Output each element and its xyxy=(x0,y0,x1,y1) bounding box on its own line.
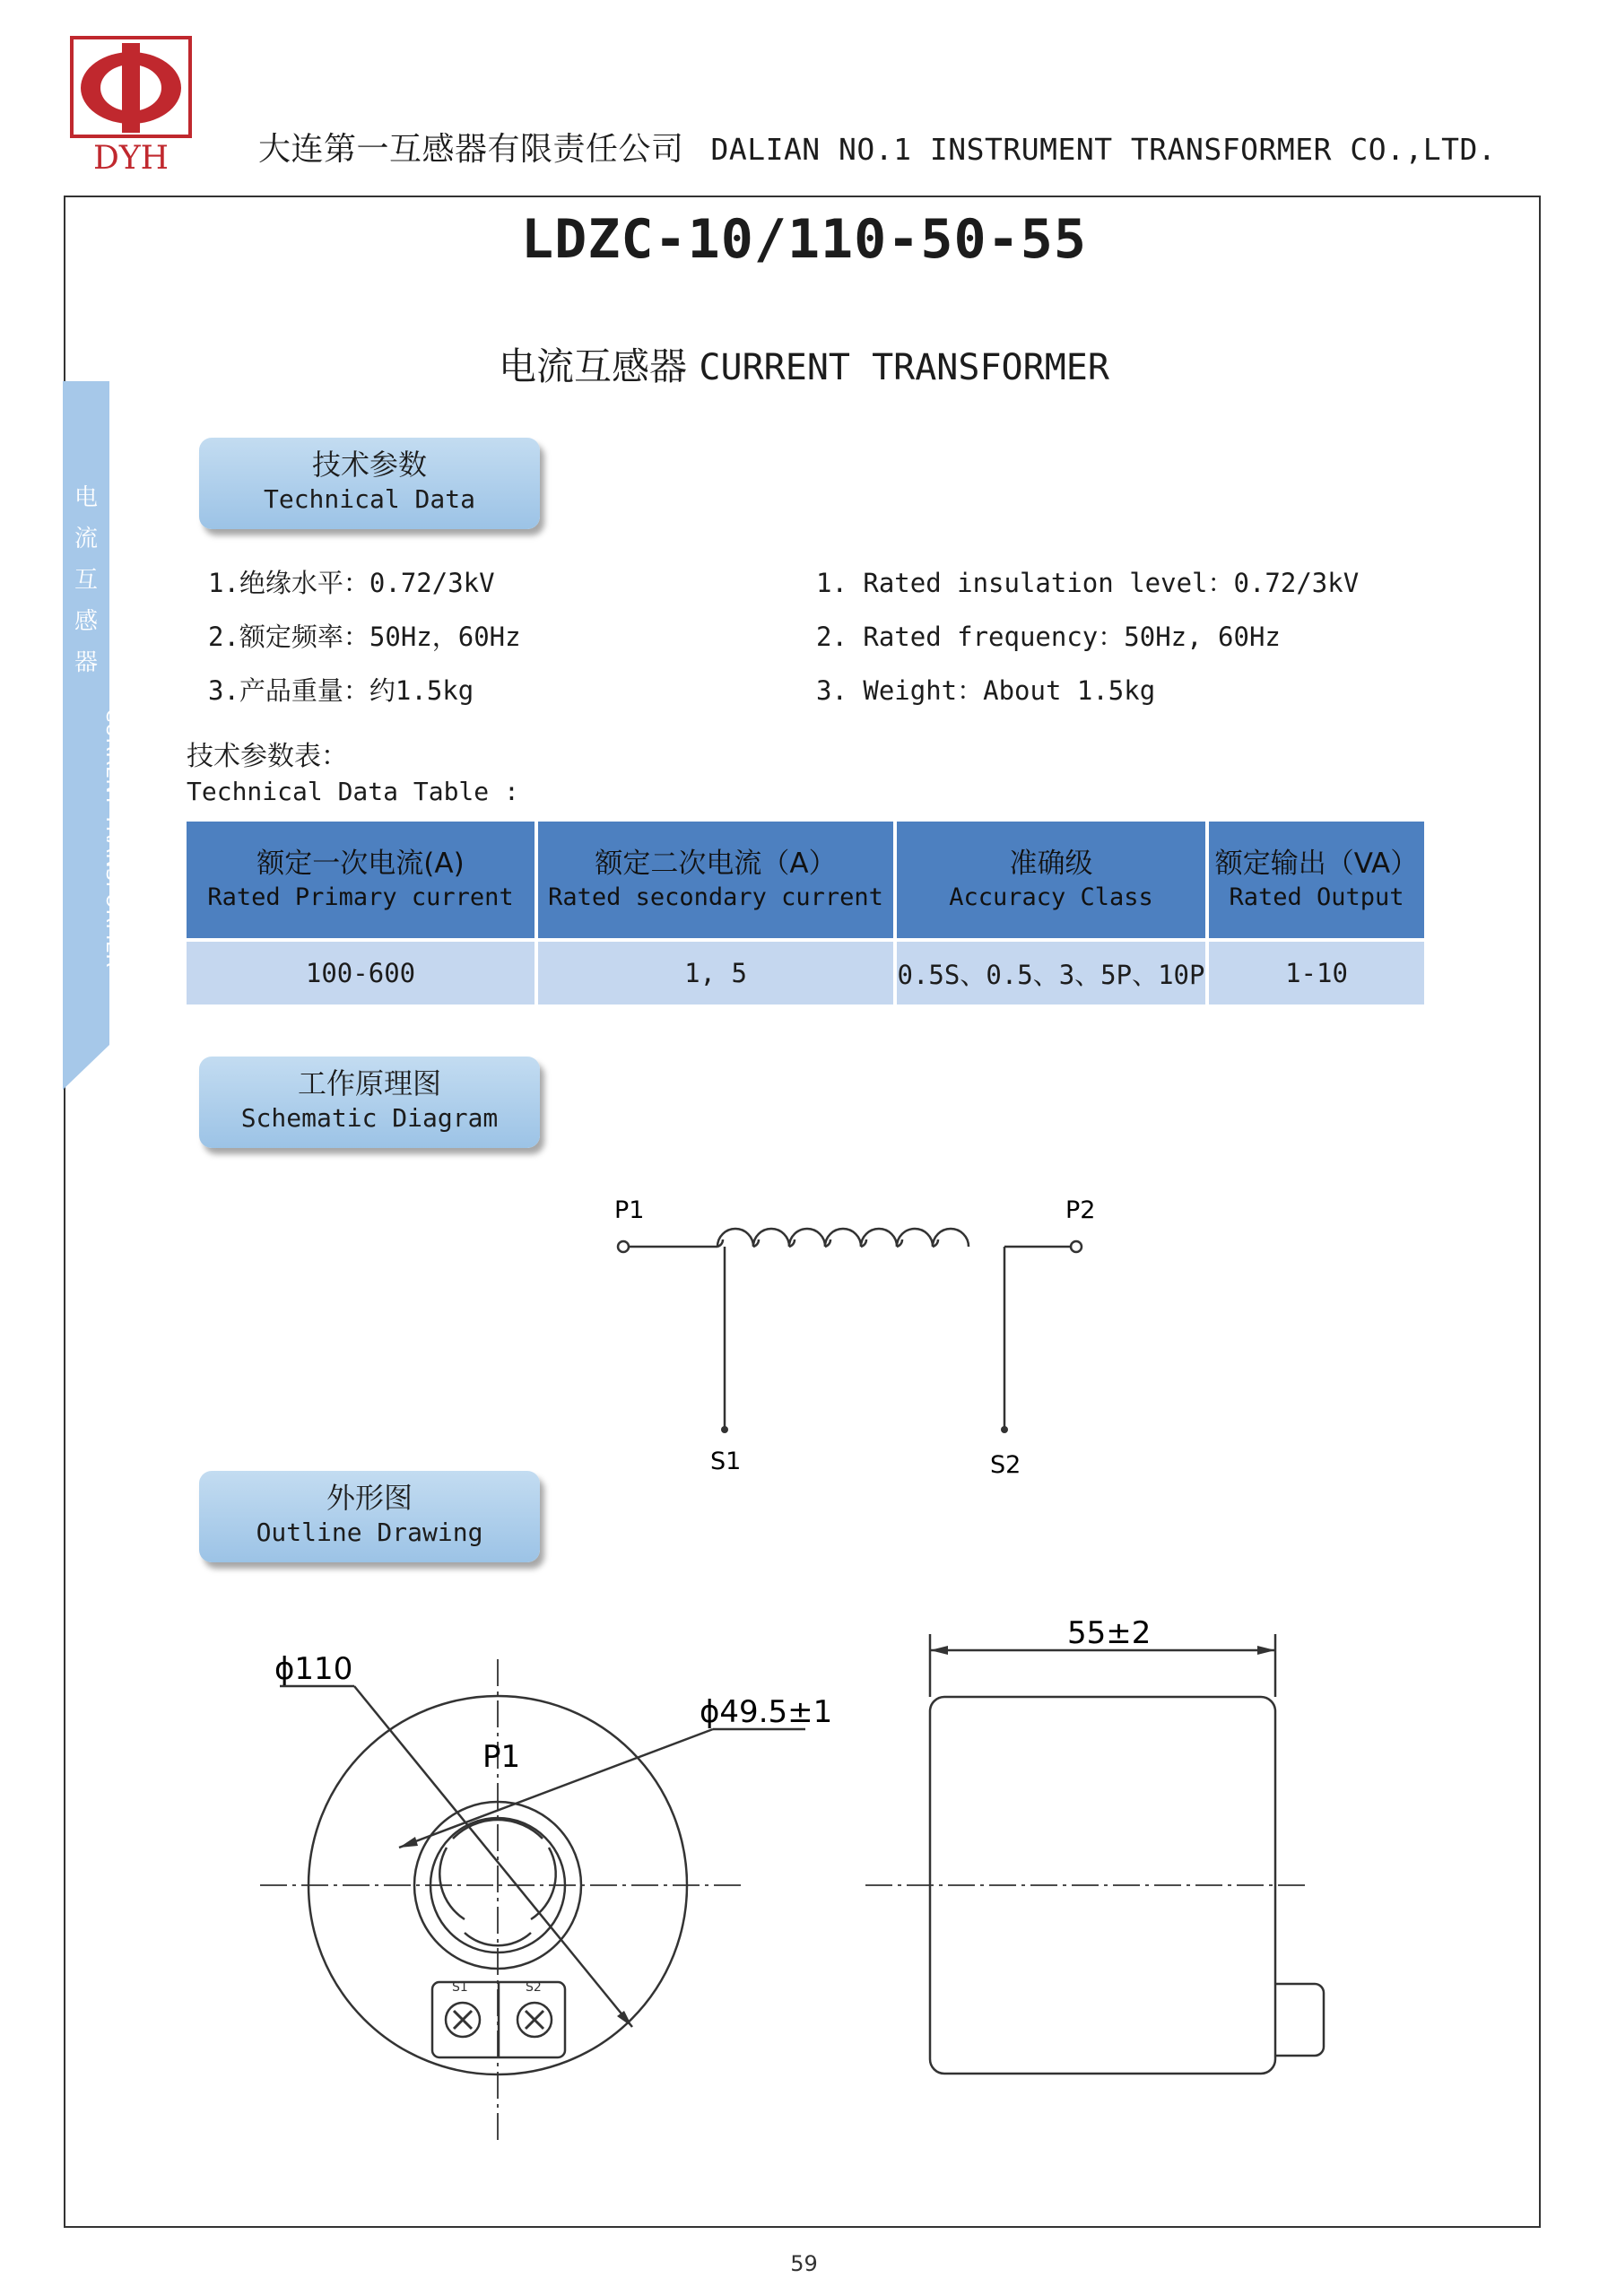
schematic-diagram xyxy=(574,1184,1112,1480)
side-terminal xyxy=(1275,1984,1324,2056)
heading-cn: 工作原理图 xyxy=(297,1066,441,1100)
dim-outer-diameter: ϕ110 xyxy=(274,1651,353,1687)
spec-cn-1: 1.绝缘水平：0.72/3kV xyxy=(208,568,495,598)
heading-en: Technical Data xyxy=(263,484,475,514)
table-cell: 1-10 xyxy=(1207,940,1426,1006)
label-p1: P1 xyxy=(614,1196,645,1224)
table-header-cell: 额定输出（VA） Rated Output xyxy=(1207,820,1426,940)
table-header-cell: 额定一次电流(A) Rated Primary current xyxy=(185,820,536,940)
technical-data-heading xyxy=(199,438,540,529)
terminal-p2 xyxy=(1071,1241,1082,1252)
label-s1: S1 xyxy=(452,1980,468,1995)
heading-en: Outline Drawing xyxy=(256,1518,483,1547)
company-name-cn: 大连第一互感器有限责任公司 xyxy=(258,131,684,168)
heading-cn: 技术参数 xyxy=(311,448,427,482)
dim-leader-outer xyxy=(354,1686,632,2027)
dim-leader-inner xyxy=(399,1729,713,1848)
side-char: 互 xyxy=(74,567,98,594)
coil xyxy=(717,1229,969,1247)
terminal-s1 xyxy=(721,1426,728,1433)
label-p1: P1 xyxy=(482,1739,521,1775)
dim-inner-diameter: ϕ49.5±1 xyxy=(700,1694,833,1730)
page-number: 59 xyxy=(790,2251,818,2276)
spec-cn-2: 2.额定频率：50Hz，60Hz xyxy=(208,622,521,652)
company-logo xyxy=(70,36,192,172)
table-label-en: Technical Data Table : xyxy=(187,777,519,806)
table-cell: 1, 5 xyxy=(536,940,895,1006)
company-name-en: DALIAN NO.1 INSTRUMENT TRANSFORMER CO.,LTD. xyxy=(710,132,1497,167)
side-tab-en: CURRENT TRANSFORMER xyxy=(101,709,124,969)
table-row xyxy=(185,940,1426,1006)
table-cell: 100-600 xyxy=(185,940,536,1006)
label-s2: S2 xyxy=(990,1451,1021,1479)
model-title: LDZC-10/110-50-55 xyxy=(520,208,1088,271)
spec-en-2: 2. Rated frequency：50Hz, 60Hz xyxy=(816,622,1281,652)
side-char: 流 xyxy=(74,526,98,552)
label-s2: S2 xyxy=(526,1980,542,1995)
company-header xyxy=(258,124,1496,170)
spec-en-3: 3. Weight：About 1.5kg xyxy=(816,675,1156,706)
terminal-p1 xyxy=(618,1241,629,1252)
table-label-cn: 技术参数表： xyxy=(187,741,348,772)
table-cell: 0.5S、0.5、3、5P、10P xyxy=(895,940,1207,1006)
label-s1: S1 xyxy=(710,1448,742,1475)
table-header-cell: 准确级 Accuracy Class xyxy=(895,820,1207,940)
subtitle-cn: 电流互感器 xyxy=(499,344,688,388)
heading-cn: 外形图 xyxy=(326,1481,413,1515)
subtitle-en: CURRENT TRANSFORMER xyxy=(699,347,1109,388)
technical-data-table xyxy=(183,818,1428,1008)
outline-drawing xyxy=(224,1596,1390,2179)
side-char: 电 xyxy=(74,484,98,511)
spec-cn-3: 3.产品重量：约1.5kg xyxy=(208,675,474,706)
label-p2: P2 xyxy=(1065,1196,1096,1224)
side-tab-cn xyxy=(68,477,104,683)
table-header-cell: 额定二次电流（A） Rated secondary current xyxy=(536,820,895,940)
outline-heading xyxy=(199,1471,540,1562)
schematic-heading xyxy=(199,1057,540,1148)
coil-detail xyxy=(717,1239,938,1247)
product-subtitle xyxy=(0,337,1608,391)
table-header-row xyxy=(185,820,1426,940)
terminal-s2 xyxy=(1001,1426,1008,1433)
logo-text: DYH xyxy=(92,140,169,172)
side-char: 感 xyxy=(74,608,98,635)
dim-width: 55±2 xyxy=(1067,1615,1152,1651)
heading-en: Schematic Diagram xyxy=(240,1103,499,1133)
spec-en-1: 1. Rated insulation level：0.72/3kV xyxy=(816,568,1360,598)
side-char: 器 xyxy=(74,649,98,676)
